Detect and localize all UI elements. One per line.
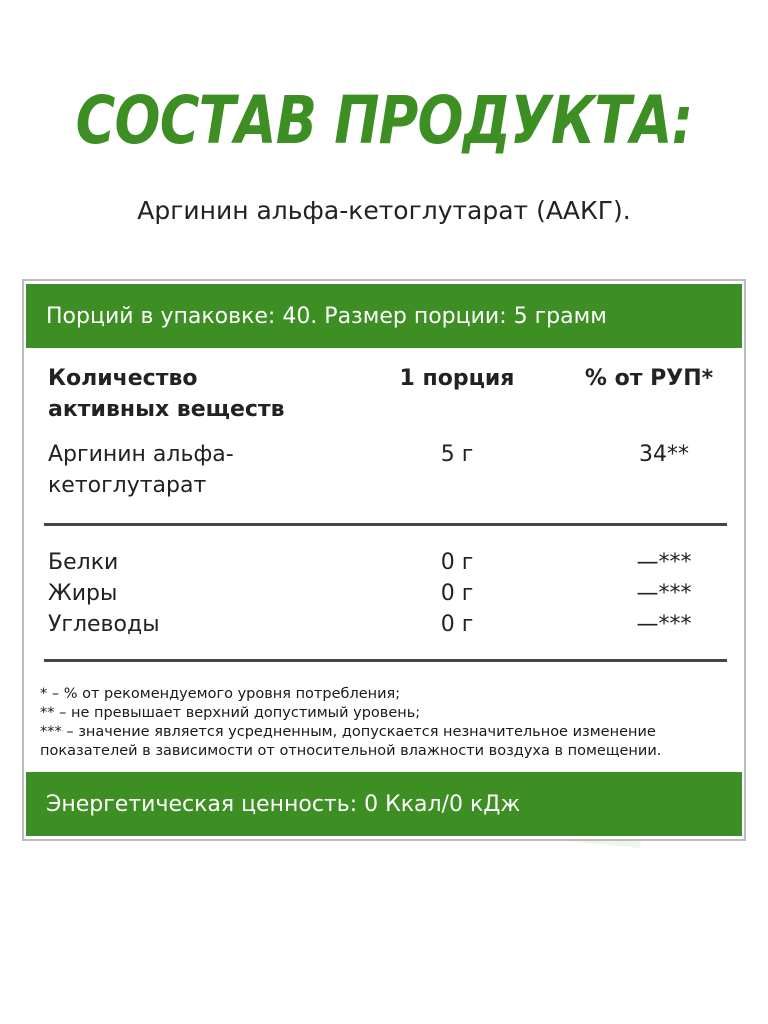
page-title: СОСТАВ ПРОДУКТА: — [75, 82, 693, 159]
column-header-substances-line2: активных веществ — [48, 397, 285, 422]
footnote: ** – не превышает верхний допустимый уровень; — [40, 705, 421, 721]
active-substance-name-line1: Аргинин альфа- — [48, 442, 234, 467]
footnote: *** – значение является усредненным, допускается незначительное изменение — [40, 724, 656, 740]
servings-text: Порций в упаковке: 40. Размер порции: 5 грамм — [46, 303, 607, 329]
column-header-substances-line1: Количество — [48, 366, 198, 391]
divider-line — [44, 659, 727, 662]
nutrient-rdi-protein: —*** — [636, 550, 692, 575]
energy-text: Энергетическая ценность: 0 Ккал/0 кДж — [46, 791, 521, 817]
nutrient-portion-fat: 0 г — [440, 581, 474, 606]
divider-line — [44, 523, 727, 526]
nutrient-portion-protein: 0 г — [440, 550, 474, 575]
footnote: * – % от рекомендуемого уровня потребления; — [40, 686, 401, 702]
nutrient-name-carbs: Углеводы — [48, 612, 160, 637]
column-header-substances — [48, 363, 285, 425]
nutrient-rdi-carbs: —*** — [636, 612, 692, 637]
product-subtitle: Аргинин альфа-кетоглутарат (ААКГ). — [137, 196, 631, 225]
nutrient-rdi-fat: —*** — [636, 581, 692, 606]
active-substance-portion: 5 г — [440, 442, 474, 467]
nutrient-name-fat: Жиры — [48, 581, 118, 606]
active-substance-name — [48, 439, 234, 501]
nutrient-portion-carbs: 0 г — [440, 612, 474, 637]
nutrient-name-protein: Белки — [48, 550, 119, 575]
footnotes — [40, 685, 730, 761]
energy-footer — [26, 772, 742, 836]
column-header-portion: 1 порция — [399, 366, 515, 391]
active-substance-name-line2: кетоглутарат — [48, 473, 207, 498]
active-substance-rdi: 34** — [639, 442, 689, 467]
servings-header — [26, 284, 742, 348]
footnote: показателей в зависимости от относительной влажности воздуха в помещении. — [40, 743, 662, 759]
column-header-rdi: % от РУП* — [584, 366, 714, 391]
nutrition-facts-panel — [22, 279, 746, 841]
